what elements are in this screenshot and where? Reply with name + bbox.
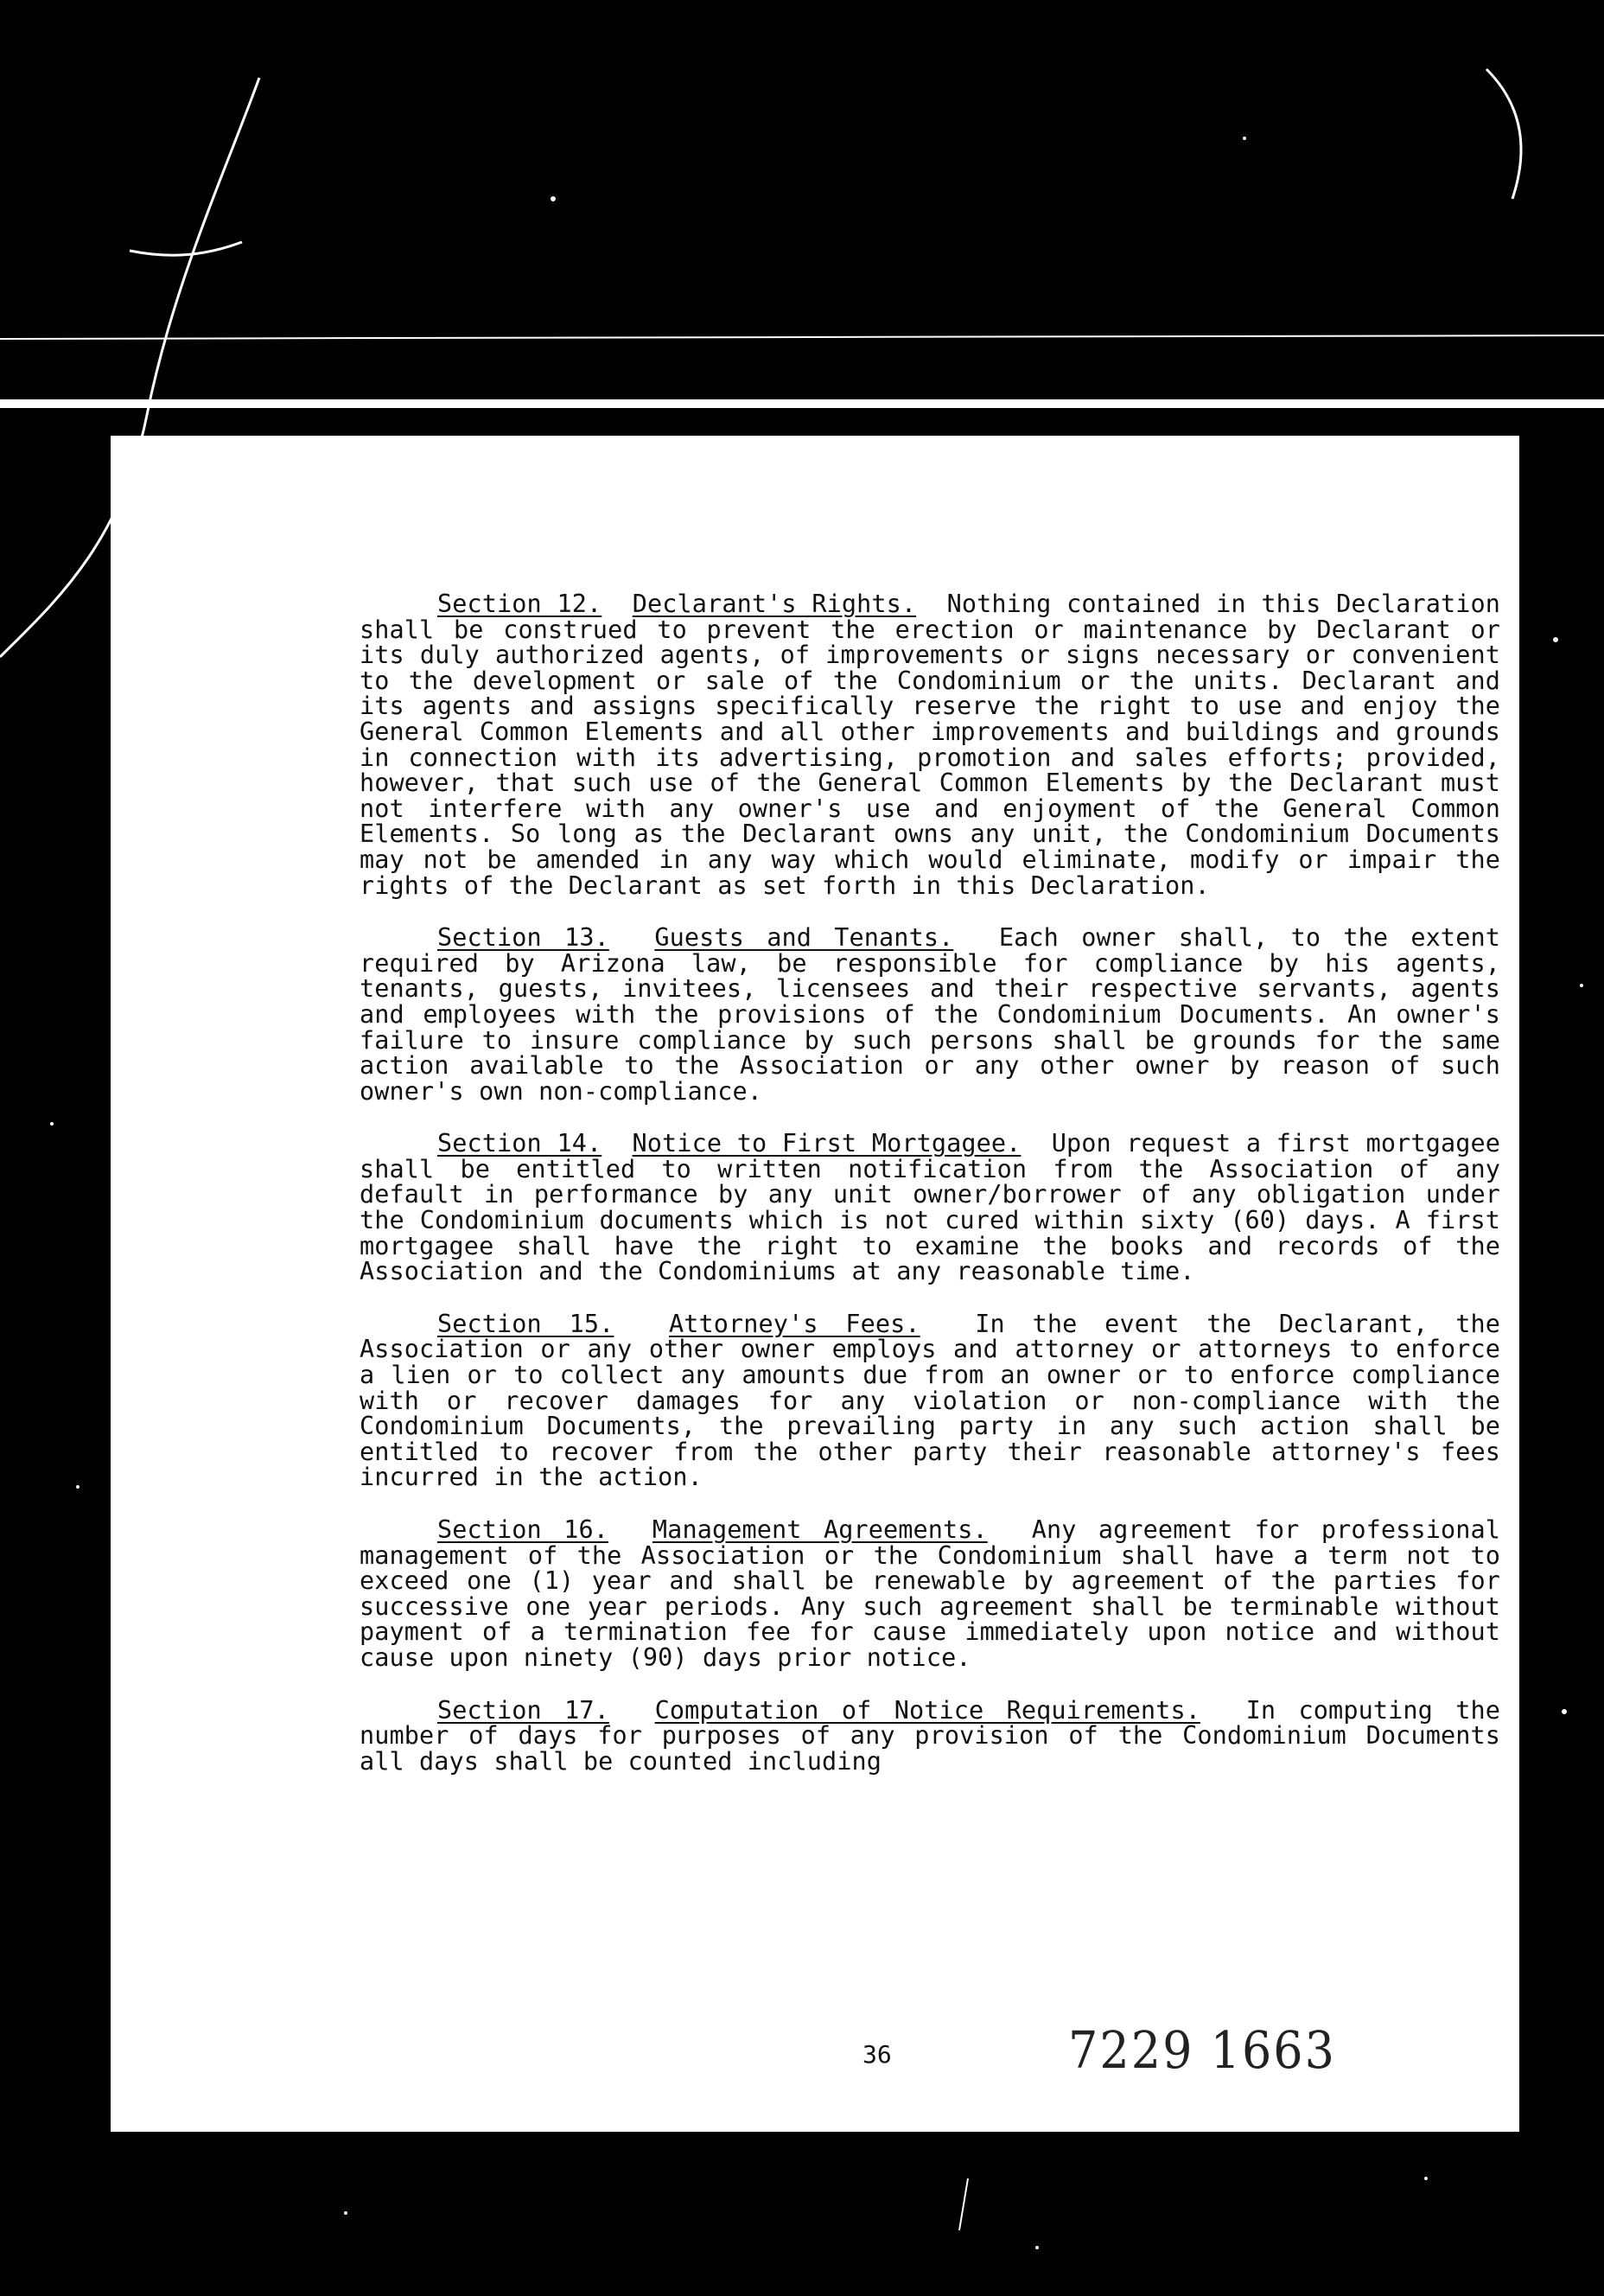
section-number: Section 17. [437,1695,609,1725]
section-title: Computation of Notice Requirements. [654,1695,1200,1725]
document-page [111,436,1519,2132]
document-body [360,591,1500,1801]
section-title: Attorney's Fees. [669,1309,920,1338]
section-body: Nothing contained in this Declaration shall be construed to prevent the erection or maintenance by Declarant or its duly authorized agents, of improvements or signs necessary or convenient to the development or sale of the Condominium or the units. Declarant and its agents and assigns specifically reserve the right to use and enjoy the General Common Elements and all other improvements and buildings and grounds in connection with its advertising, promotion and sales efforts; provided, however, that such use of the General Common Elements by the Declarant must not interfere with any owner's use and enjoyment of the General Common Elements. So long as the Declarant owns any unit, the Condominium Documents may not be amended in any way which would eliminate, modify or impair the rights of the Declarant as set forth in this Declaration. [360,590,1500,900]
section-13 [360,925,1500,1104]
section-14 [360,1131,1500,1285]
section-body: Upon request a first mortgagee shall be entitled to written notification from the Association of any default in performance by any unit owner/borrower of any obligation under the Condominium documents which is not cured within sixty (60) days. A first mortgagee shall have the right to examine the books and records of the Association and the Condominiums at any reasonable time. [360,1129,1500,1286]
section-16 [360,1517,1500,1671]
section-title: Declarant's Rights. [632,590,917,618]
section-number: Section 15. [437,1309,614,1338]
section-17 [360,1695,1500,1776]
section-15 [360,1311,1500,1490]
section-number: Section 16. [437,1515,609,1544]
section-number: Section 13. [437,923,609,953]
section-12 [360,591,1500,898]
section-body: Each owner shall, to the extent required by Arizona law, be responsible for compliance by his agents, tenants, guests, invitees, licensees and their respective servants, agents and employees with the provisions of the Condominium Documents. An owner's failure to insure compliance by such persons shall be grounds for the same action available to the Association or any other owner by reason of such owner's own non-compliance. [360,923,1500,1106]
section-number: Section 12. [437,590,602,618]
scan-band [0,399,1604,408]
section-number: Section 14. [437,1129,602,1158]
page-number: 36 [862,2040,892,2069]
section-body: In computing the number of days for purposes of any provision of the Condominium Documents all days shall be counted including [360,1695,1500,1776]
recording-stamp: 7229 1663 [1068,2019,1337,2081]
section-body: In the event the Declarant, the Association or any other owner employs and attorney or attorneys to enforce a lien or to collect any amounts due from an owner or to enforce compliance with or recover damages for any violation or non-compliance with the Condominium Documents, the prevailing party in any such action shall be entitled to recover from the other party their reasonable attorney's fees incurred in the action. [360,1309,1501,1492]
section-body: Any agreement for professional management of the Association or the Condominium shall have a term not to exceed one (1) year and shall be renewable by agreement of the parties for successive one year periods. Any such agreement shall be terminable without payment of a termination fee for cause immediately upon notice and without cause upon ninety (90) days prior notice. [360,1515,1500,1672]
section-title: Guests and Tenants. [654,923,954,953]
section-title: Notice to First Mortgagee. [632,1129,1022,1158]
section-title: Management Agreements. [652,1515,988,1544]
